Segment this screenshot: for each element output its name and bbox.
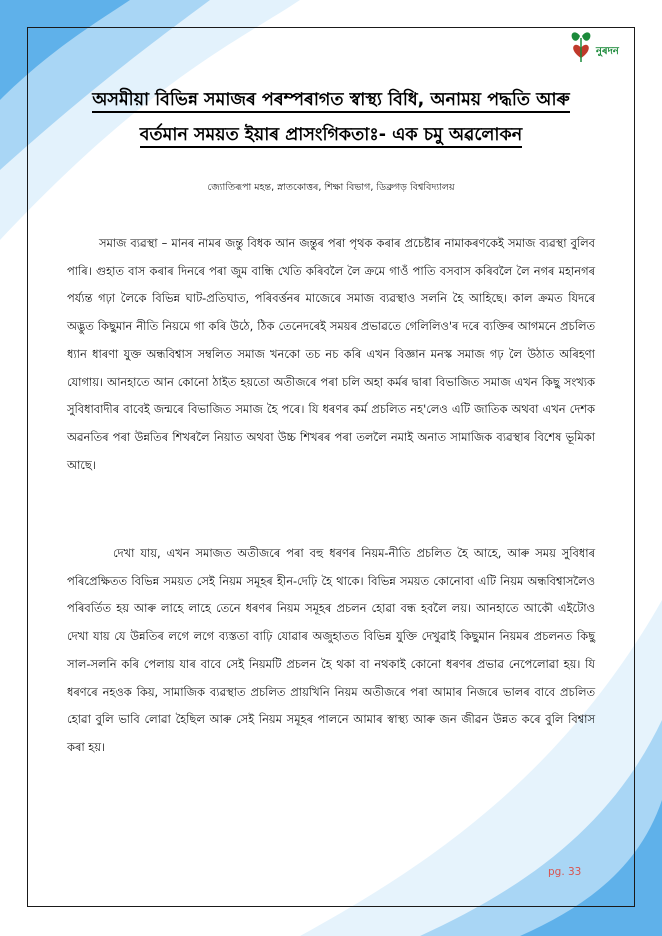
- paragraph-2: দেখা যায়, এখন সমাজত অতীজৰে পৰা বহু ধৰণৰ নিয়ম-নীতি প্ৰচলিত হৈ আহে, আৰু সময় সুবিধাৰ পৰিপ্ৰেক্ষিতত বিভিন্ন সময়ত সেই নিয়ম সমূহৰ হীন-দেঢ়ি হৈ থাকে। বিভিন্ন সময়ত কোনোবা এটি নিয়ম অন্ধবিশ্বাসলৈও পৰিবৰ্তিত হয় আৰু লাহে লাহে তেনে ধৰণৰ নিয়ম সমূহৰ প্ৰচলন হোৱা বন্ধ হবলৈ লয়। আনহাতে আকৌ এইটোও দেখা যায় যে উন্নতিৰ লগে লগে ব্যস্ততা বাঢ়ি যোৱাৰ অজুহাতত বিভিন্ন যুক্তি দেখুৱাই কিছুমান নিয়মৰ প্ৰচলনত কিছু সাল-সলনি কৰি পেলায় যাৰ বাবে সেই নিয়মটি প্ৰচলন হৈ থকা বা নথকাই কোনো ধৰণৰ প্ৰভাৱ নেপেলোৱা হয়। যি ধৰণৰে নহওক কিয়, সামাজিক ব্যৱস্থাত প্ৰচলিত প্ৰায়খিনি নিয়ম অতীজৰে পৰা আমাৰ নিজৰে ভালৰ বাবে প্ৰচলিত হোৱা বুলি ভাবি লোৱা হৈছিল আৰু সেই নিয়ম সমূহৰ পালনে আমাৰ স্বাস্থ্য আৰু জন জীৱন উন্নত কৰে বুলি বিশ্বাস কৰা হয়।: [67, 546, 595, 754]
- page-number: pg. 33: [548, 866, 582, 878]
- logo-text: নুৰদন: [596, 46, 619, 57]
- paragraph-1: সমাজ ব্যৱস্থা – মানৰ নামৰ জন্তু বিধক আন জন্তুৰ পৰা পৃথক কৰাৰ প্ৰচেষ্টাৰ নামাকৰণকেই সমাজ ব্যৱস্থা বুলিব পাৰি। গুহাত বাস কৰাৰ দিনৰে পৰা জুম বান্ধি খেতি কৰিবলৈ লৈ ক্ৰমে গাওঁ পাতি বসবাস কৰিবলৈ লৈ নগৰ মহানগৰ পৰ্য্যন্ত গঢ়া লৈকে বিভিন্ন ঘাট-প্ৰতিঘাত, পৰিবৰ্ত্তনৰ মাজেৰে সমাজ ব্যৱস্থাও সলনি হৈ আহিছে। কাল ক্ৰমত যিদৰে অদ্ভুত কিছুমান নীতি নিয়মে গা কৰি উঠে, ঠিক তেনেদৰেই সময়ৰ প্ৰভাৱতে গেলিলিও'ৰ দৰে ব্যক্তিৰ আগমনে প্ৰচলিত ধ্যান ধাৰণা যুক্ত অন্ধবিশ্বাস সম্বলিত সমাজ খনকো তচ নচ কৰি এখন বিজ্ঞান মনস্ক সমাজ গঢ় লৈ উঠাত অৰিহণা যোগায়। আনহাতে আন কোনো ঠাইত হয়তো অতীজৰে পৰা চলি অহা কৰ্মৰ দ্বাৰা বিভাজিত সমাজ এখন কিছু সংখ্যক সুবিধাবাদীৰ বাবেই জন্মৰে বিভাজিত সমাজ হৈ পৰে। যি ধৰণৰ কৰ্ম প্ৰচলিত নহ'লেও এটি জাতিক অথবা এখন দেশক অৱনতিৰ পৰা উন্নতিৰ শিখৰলৈ নিয়াত অথবা উচ্চ শিখৰৰ পৰা তললৈ নমাই অনাত সামাজিক ব্যৱস্থাৰ বিশেষ ভূমিকা আছে।: [67, 236, 595, 472]
- title-line-2: বৰ্তমান সময়ত ইয়াৰ প্ৰাসংগিকতাঃ- এক চমু অৱলোকন: [40, 122, 622, 151]
- title-line-1: অসমীয়া বিভিন্ন সমাজৰ পৰম্পৰাগত স্বাস্থ্য বিধি, অনাময় পদ্ধতি আৰু: [40, 87, 622, 116]
- author-line: জ্যোতিৰূপা মহন্ত, স্নাতকোত্তৰ, শিক্ষা বিভাগ, ডিব্ৰুগড় বিশ্ববিদ্যালয়: [207, 182, 455, 193]
